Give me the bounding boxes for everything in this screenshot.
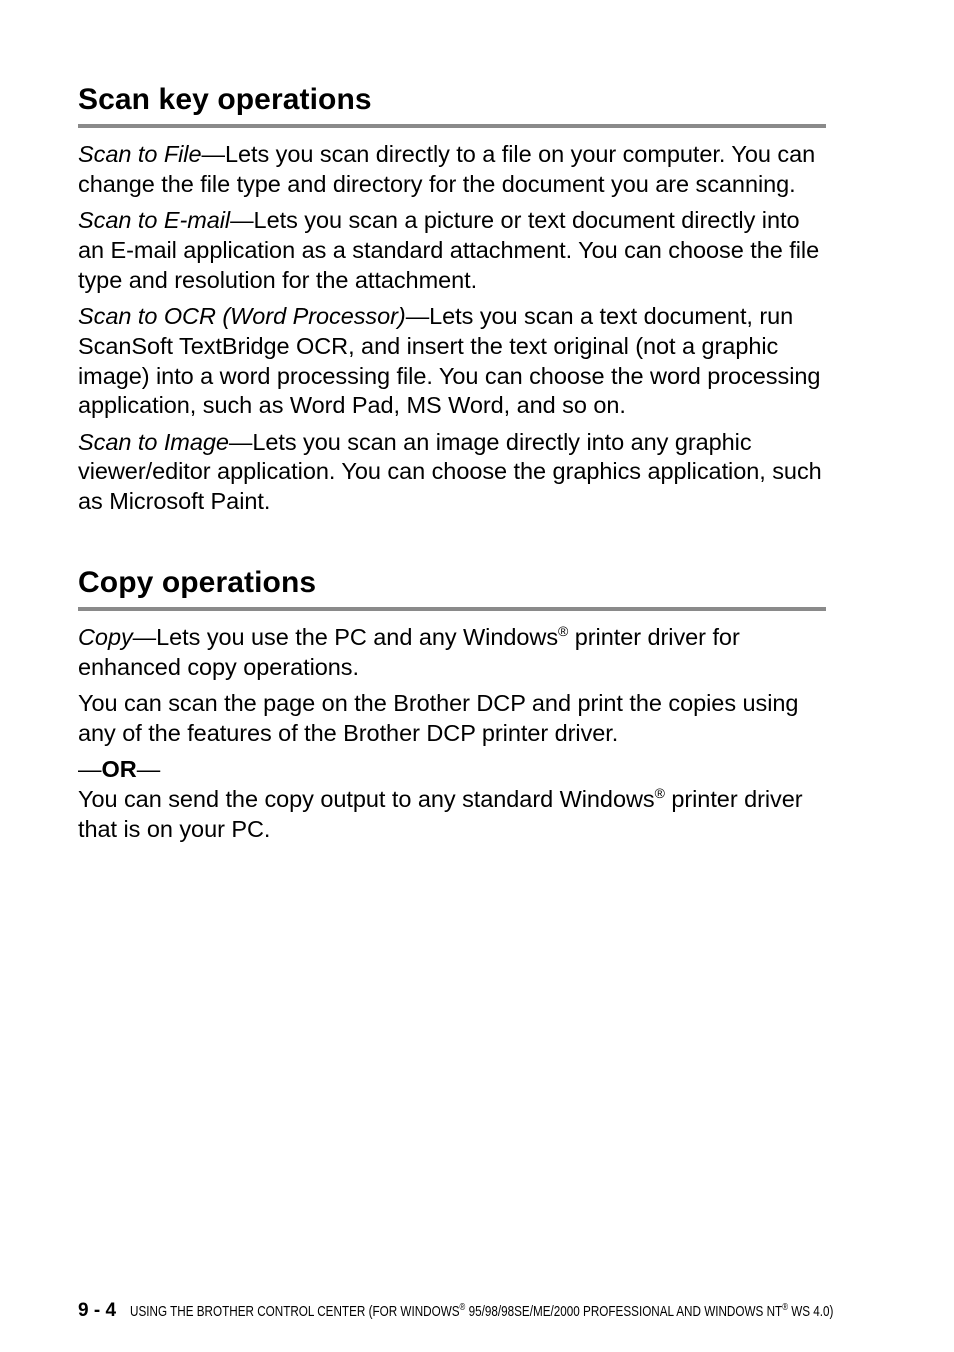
scan-body <box>78 140 826 517</box>
send-text-after: printer driver that is on your PC. <box>78 785 803 842</box>
term-scan-to-ocr: Scan to OCR (Word Processor) <box>78 302 406 329</box>
registered-mark: ® <box>558 623 569 639</box>
copy-text-before: —Lets you use the PC and any Windows <box>132 624 559 650</box>
description-scan-to-image: —Lets you scan an image directly into any graphic viewer/editor application. You can choose the graphics application, such as Microsoft Paint. <box>78 428 822 515</box>
or-dash-right: — <box>136 756 161 783</box>
send-text-before: You can send the copy output to any standard Windows <box>78 785 655 812</box>
footer-registered-mark-1: ® <box>459 1302 466 1313</box>
paragraph-scan-to-email <box>78 206 826 295</box>
copy-operations-section <box>78 565 826 845</box>
section-heading-copy-operations: Copy operations <box>78 565 826 611</box>
copy-text-after: printer driver for enhanced copy operations. <box>78 624 740 680</box>
description-scan-to-ocr: —Lets you scan a text document, run ScanSoft TextBridge OCR, and insert the text original (not a graphic image) into a word processing file. You can choose the word processing application, such as Word Pad, MS Word, and so on. <box>78 302 821 419</box>
section-heading-scan-key-operations: Scan key operations <box>78 82 826 128</box>
footer-text-part1: USING THE BROTHER CONTROL CENTER (FOR WINDOWS <box>130 1303 460 1320</box>
or-separator <box>78 755 826 785</box>
paragraph-scan-to-image <box>78 428 826 517</box>
or-word: OR <box>101 756 137 783</box>
or-dash-left: — <box>78 756 102 783</box>
footer-text-part2: 95/98/98SE/ME/2000 PROFESSIONAL AND WINDOWS NT <box>465 1303 783 1320</box>
running-footer-title <box>130 1303 833 1320</box>
paragraph-scan-to-file <box>78 140 826 200</box>
paragraph-scan-page-brother-dcp: You can scan the page on the Brother DCP and print the copies using any of the features of the Brother DCP printer driver. <box>78 690 799 746</box>
paragraph-scan-to-ocr <box>78 302 826 421</box>
scan-key-operations-section <box>78 82 826 517</box>
description-scan-to-email: —Lets you scan a picture or text document directly into an E-mail application as a standard attachment. You can choose the file type and resolution for the attachment. <box>78 207 820 293</box>
paragraph-copy <box>78 623 826 683</box>
registered-mark: ® <box>654 784 665 801</box>
description-scan-to-file: —Lets you scan directly to a file on your computer. You can change the file type and directory for the document you are scanning. <box>78 141 816 197</box>
term-scan-to-email: Scan to E-mail <box>78 207 231 234</box>
copy-body <box>78 623 826 845</box>
paragraph-send-copy-output <box>78 785 826 845</box>
page-footer <box>78 1300 858 1322</box>
term-scan-to-image: Scan to Image <box>78 428 229 455</box>
term-scan-to-file: Scan to File <box>78 141 202 167</box>
term-copy: Copy <box>78 624 133 650</box>
page-number: 9 - 4 <box>78 1300 117 1321</box>
footer-registered-mark-2: ® <box>782 1302 788 1313</box>
footer-text-part3: WS 4.0) <box>787 1303 834 1320</box>
